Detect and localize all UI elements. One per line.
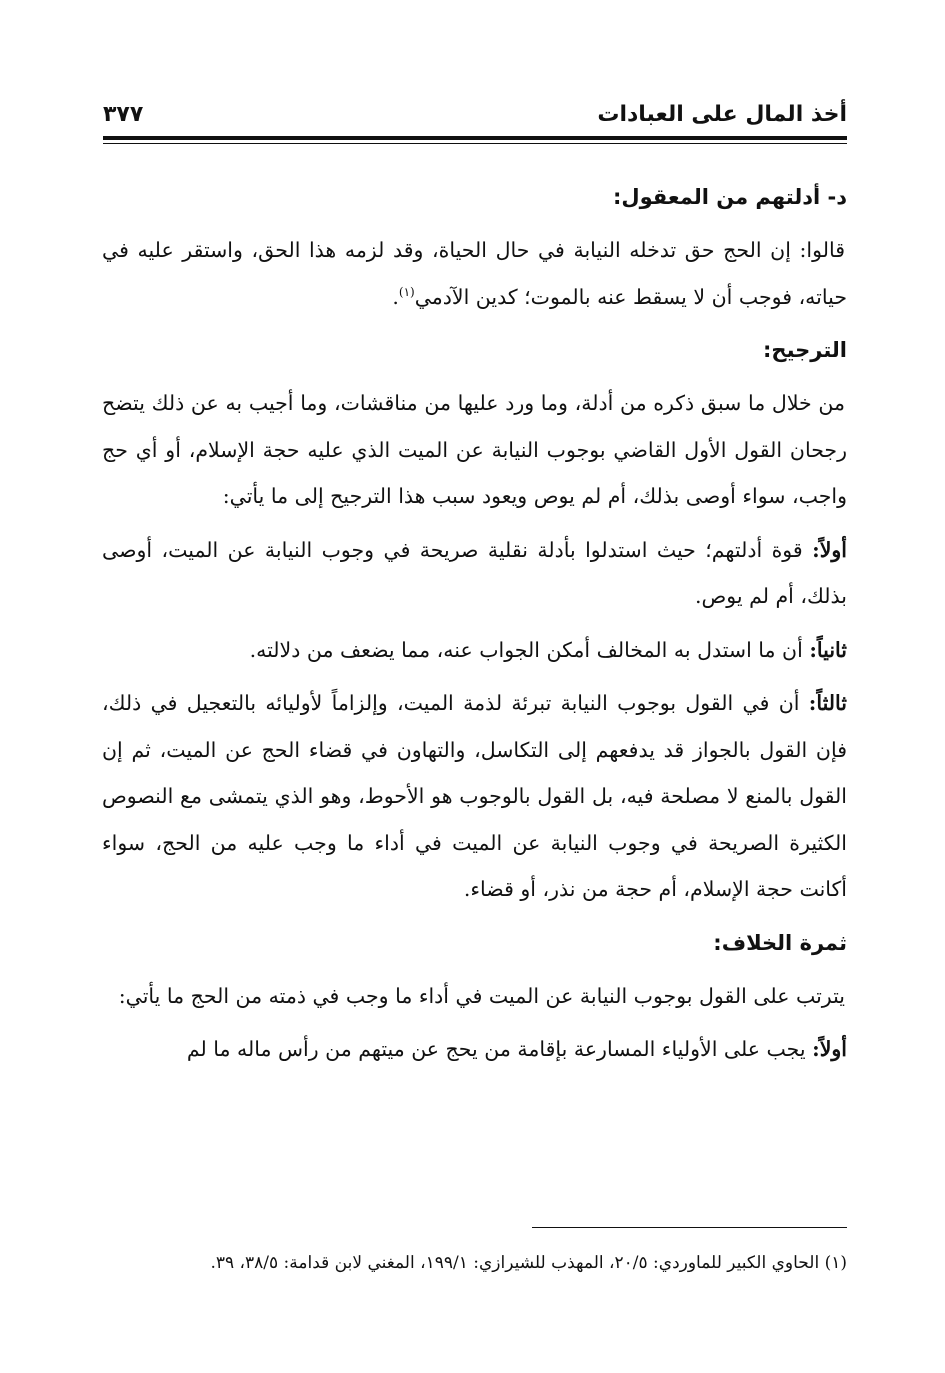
footnote: (١) الحاوي الكبير للماوردي: ٢٠/٥، المهذب للشيرازي: ١٩٩/١، المغني لابن قدامة: ٣٨/٥، ٣٩. <box>210 1253 847 1273</box>
reason-second-label: ثانياً: <box>809 637 847 662</box>
running-title: أخذ المال على العبادات <box>597 102 847 127</box>
footnote-separator <box>532 1227 847 1228</box>
khilaf-first <box>102 1026 847 1073</box>
reason-third <box>102 680 847 913</box>
paragraph-khilaf: يترتب على القول بوجوب النيابة عن الميت في أداء ما وجب في ذمته من الحج ما يأتي: <box>118 983 845 1008</box>
page-number: ٣٧٧ <box>103 102 144 127</box>
footnote-reference: (١) <box>398 284 415 299</box>
paragraph-tarjih: من خلال ما سبق ذكره من أدلة، وما ورد عليها من مناقشات، وما أجيب به عن ذلك يتضح رجحان القول الأول القاضي بوجوب النيابة عن الميت الذي عليه حجة الإسلام، أو أي حج واجب، سواء أوصى بذلك، أم لم يوص ويعود سبب هذا الترجيح إلى ما يأتي: <box>102 391 847 508</box>
reason-third-text: أن في القول بوجوب النيابة تبرئة لذمة الميت، وإلزاماً لأوليائه بالتعجيل في ذلك، فإن القول بالجواز قد يدفعهم إلى التكاسل، والتهاون في قضاء الحج عن الميت، ثم إن القول بالمنع لا مصلحة فيه، بل القول بالوجوب هو الأحوط، وهو الذي يتمشى مع النصوص الكثيرة الصريحة في وجوب النيابة عن الميت في أداء ما وجب عليه من الحج، سواء أكانت حجة الإسلام، أم حجة من نذر، أو قضاء. <box>102 691 847 901</box>
paragraph-maqul <box>102 227 847 320</box>
paragraph-maqul-text: قالوا: إن الحج حق تدخله النيابة في حال الحياة، وقد لزمه هذا الحق، واستقر عليه في حياته، فوجب أن لا يسقط عنه بالموت؛ كدين الآدمي <box>102 238 847 309</box>
page-body <box>102 172 847 1080</box>
reason-first-label: أولاً: <box>812 537 847 562</box>
khilaf-first-label: أولاً: <box>812 1037 847 1061</box>
reason-third-label: ثالثاً: <box>808 691 847 715</box>
page-header <box>103 98 847 132</box>
reason-second <box>102 627 847 674</box>
header-rule-thin <box>103 143 847 144</box>
reason-first-text: قوة أدلتهم؛ حيث استدلوا بأدلة نقلية صريحة في وجوب النيابة عن الميت، أوصى بذلك، أم لم يوص. <box>102 537 847 608</box>
section-heading-tarjih: الترجيح: <box>763 338 847 362</box>
section-heading-khilaf: ثمرة الخلاف: <box>713 930 847 955</box>
section-heading-maqul: د- أدلتهم من المعقول: <box>612 185 847 209</box>
reason-second-text: أن ما استدل به المخالف أمكن الجواب عنه، مما يضعف من دلالته. <box>249 637 803 662</box>
khilaf-first-text: يجب على الأولياء المسارعة بإقامة من يحج عن ميتهم من رأس ماله ما لم <box>186 1037 806 1061</box>
header-rule-thick <box>103 136 847 140</box>
reason-first <box>102 527 847 620</box>
paragraph-maqul-end: . <box>392 284 399 309</box>
